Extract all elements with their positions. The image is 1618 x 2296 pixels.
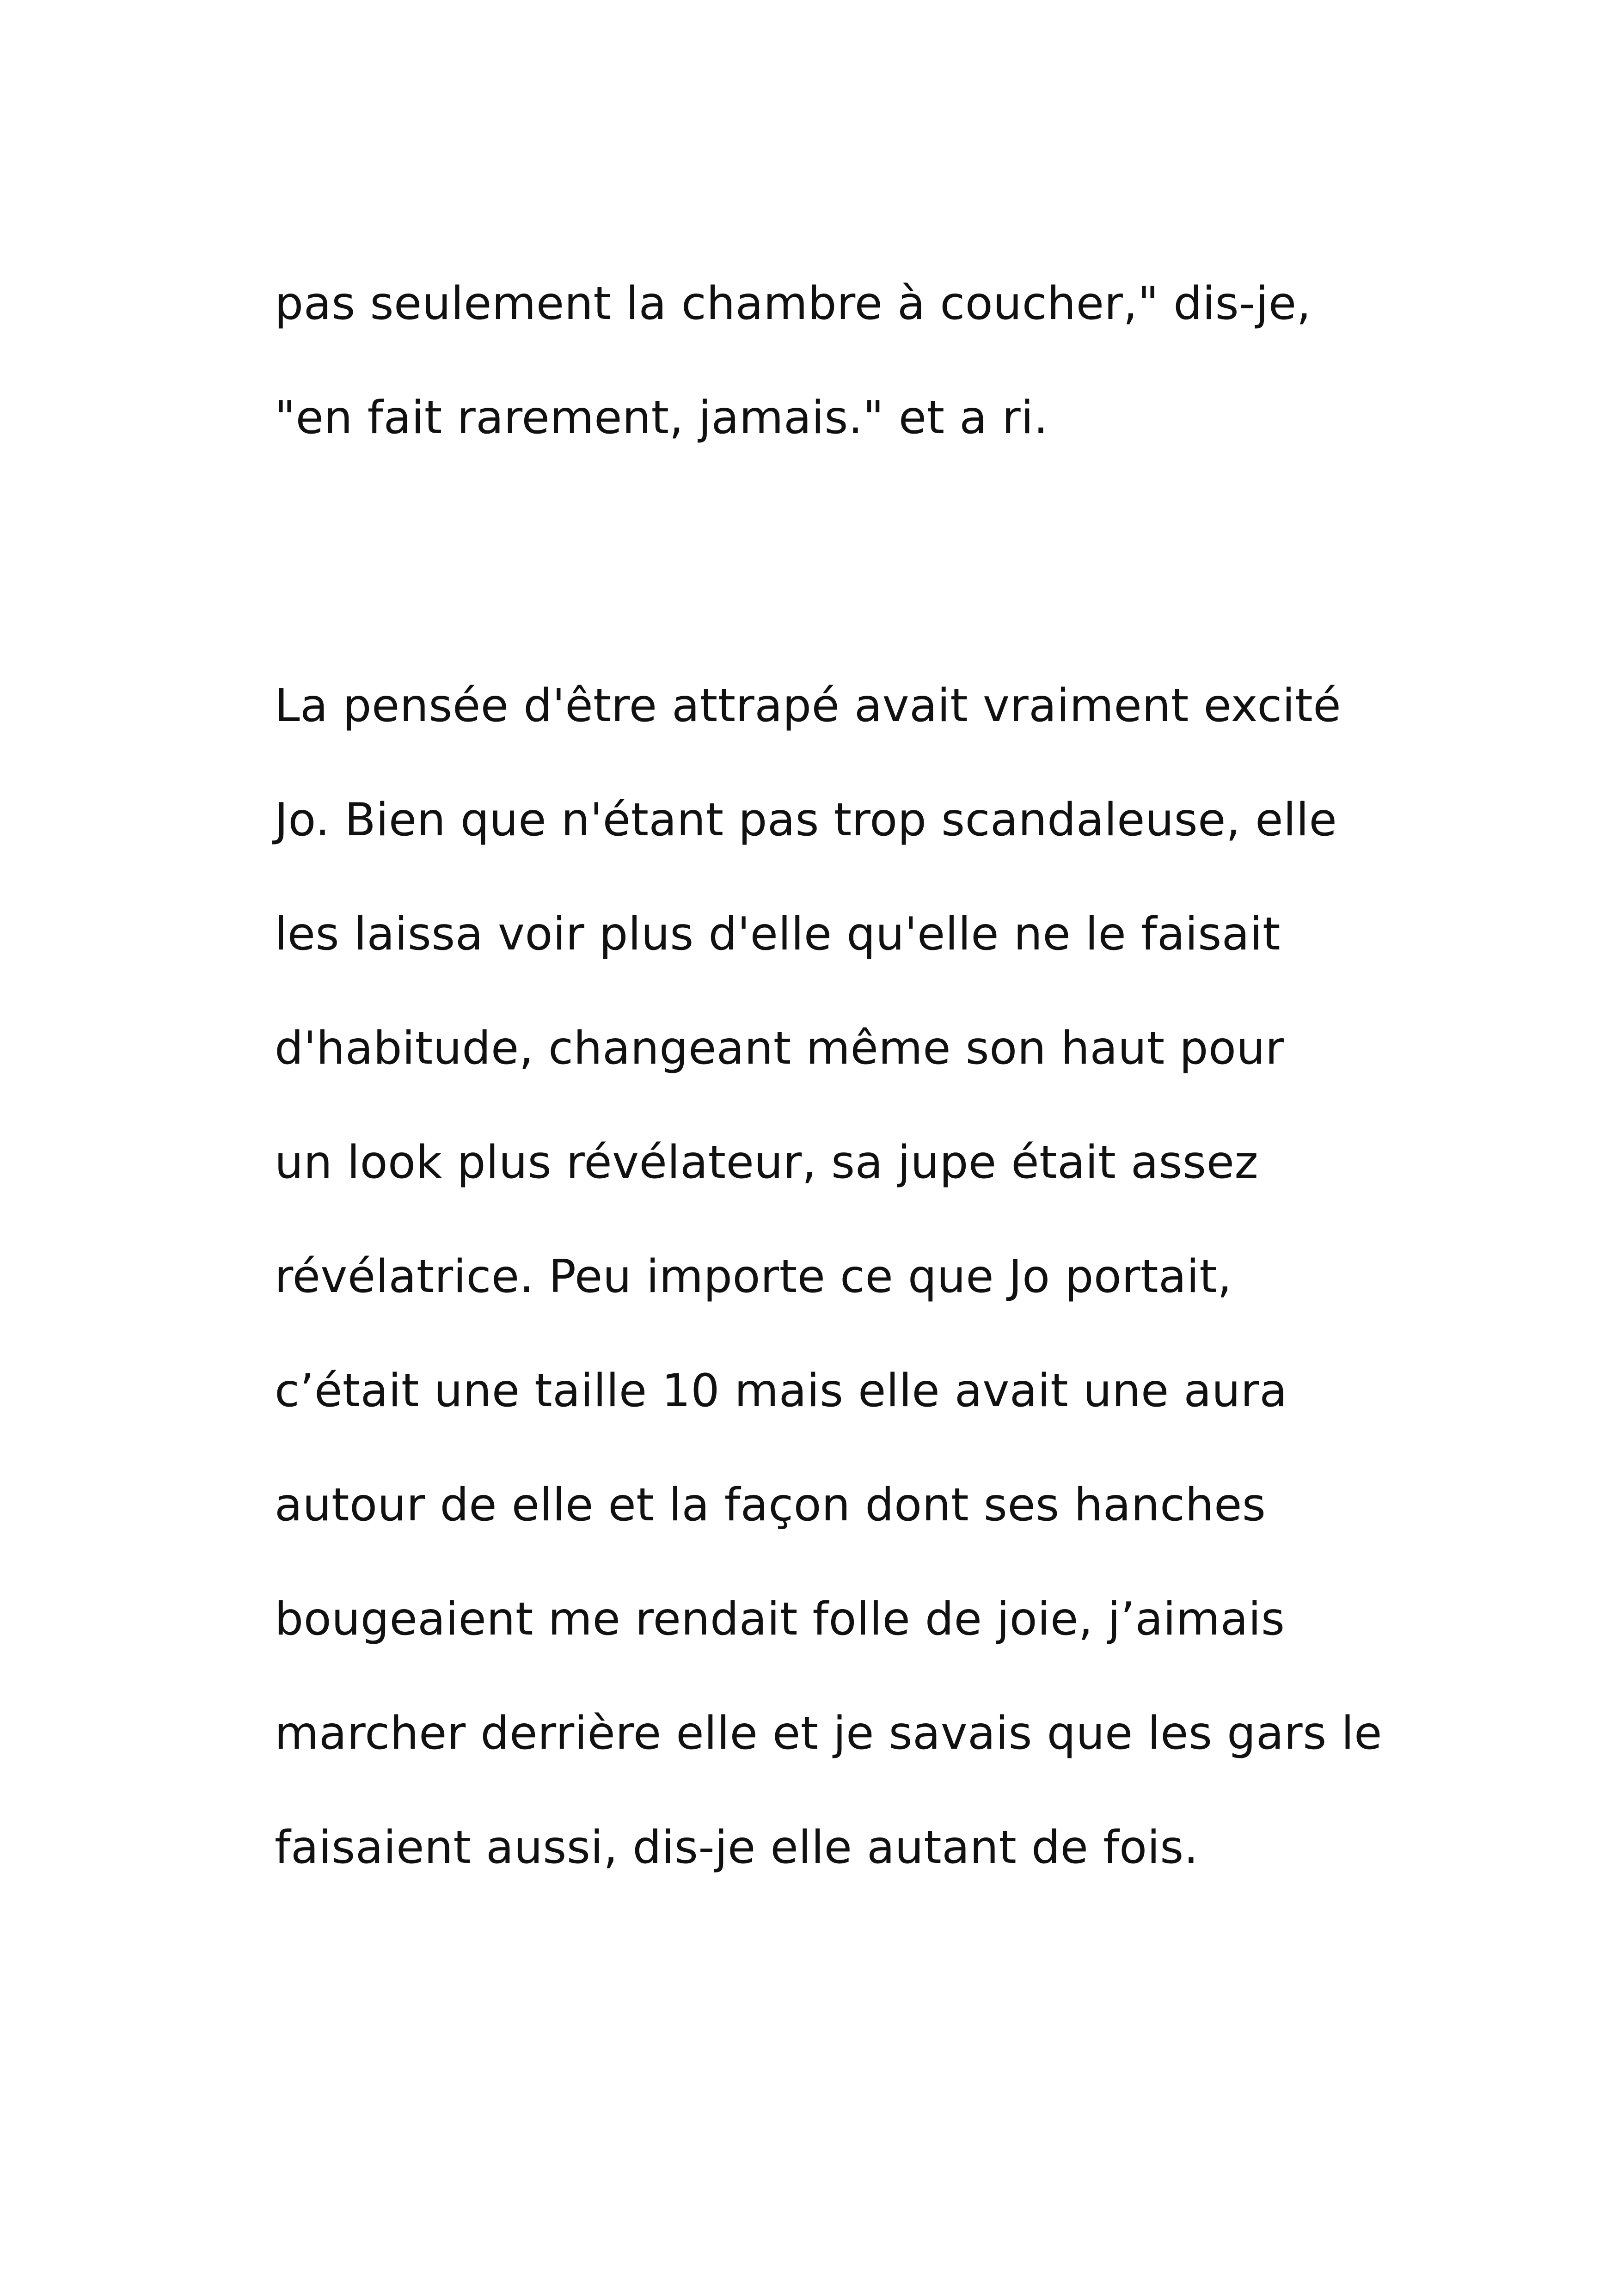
text-line: pas seulement la chambre à coucher," dis-je, [275, 277, 1312, 330]
text-line: révélatrice. Peu importe ce que Jo portait, [275, 1250, 1232, 1303]
text-line: autour de elle et la façon dont ses hanches [275, 1479, 1266, 1531]
text-line: d'habitude, changeant même son haut pour [275, 1022, 1284, 1075]
text-line: bougeaient me rendait folle de joie, j’aimais [275, 1593, 1285, 1646]
text-line: Jo. Bien que n'étant pas trop scandaleuse, elle [275, 794, 1337, 846]
text-line: les laissa voir plus d'elle qu'elle ne le faisait [275, 908, 1281, 961]
text-line: "en fait rarement, jamais." et a ri. [275, 392, 1048, 444]
text-line: faisaient aussi, dis-je elle autant de fois. [275, 1821, 1199, 1874]
text-line: c’était une taille 10 mais elle avait une aura [275, 1365, 1287, 1417]
text-line: marcher derrière elle et je savais que les gars le [275, 1707, 1382, 1760]
text-line: La pensée d'être attrapé avait vraiment excité [275, 680, 1342, 732]
text-line: un look plus révélateur, sa jupe était assez [275, 1136, 1259, 1189]
